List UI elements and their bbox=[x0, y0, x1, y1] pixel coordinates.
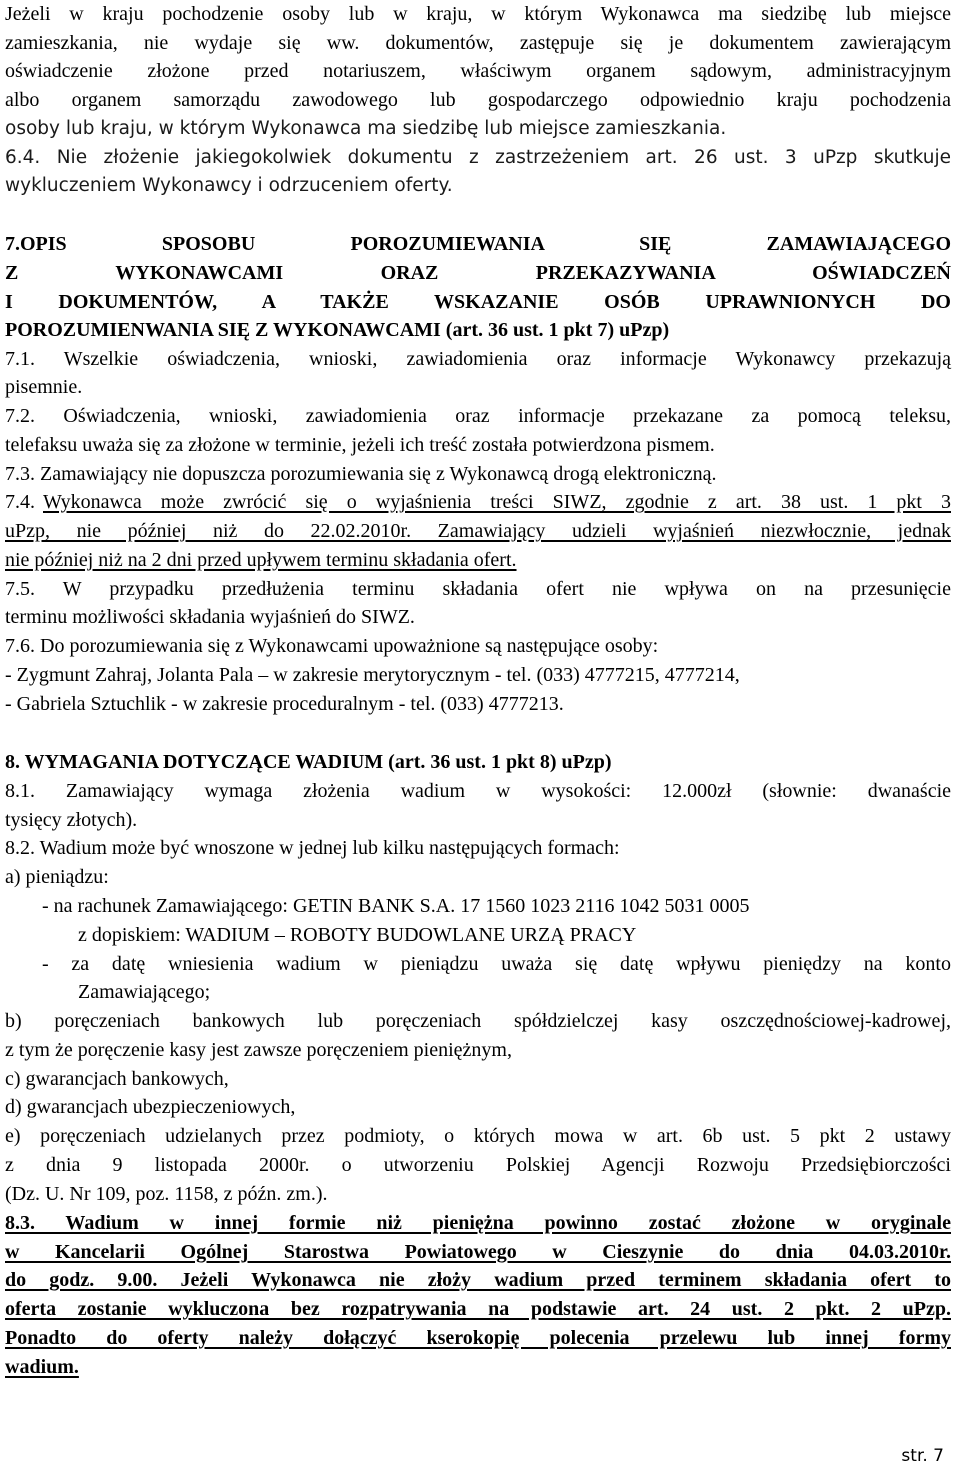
contact-person-1: - Zygmunt Zahraj, Jolanta Pala – w zakresie merytorycznym - tel. (033) 4777215, 4777214, bbox=[5, 664, 740, 686]
point-7-2: 7.2. Oświadczenia, wnioski, zawiadomienia oraz informacje przekazane za pomocą teleksu, bbox=[5, 405, 951, 427]
section-8-heading: 8. WYMAGANIA DOTYCZĄCE WADIUM (art. 36 ust. 1 pkt 8) uPzp) bbox=[5, 751, 612, 773]
intro-line-2: zamieszkania, nie wydaje się ww. dokumentów, zastępuje się je dokumentem zawierającym bbox=[5, 32, 951, 54]
point-7-3: 7.3. Zamawiający nie dopuszcza porozumiewania się z Wykonawcą drogą elektroniczną. bbox=[5, 463, 717, 485]
point-7-5-cont: terminu możliwości składania wyjaśnień do SIWZ. bbox=[5, 606, 415, 628]
point-7-5: 7.5. W przypadku przedłużenia terminu składania ofert nie wpływa on na przesunięcie bbox=[5, 578, 951, 600]
form-c: c) gwarancjach bankowych, bbox=[5, 1068, 229, 1090]
section-7-heading-3: I DOKUMENTÓW, A TAKŻE WSKAZANIE OSÓB UPRAWNIONYCH DO bbox=[5, 291, 951, 313]
intro-line-5: osoby lub kraju, w którym Wykonawca ma siedzibę lub miejsce zamieszkania. bbox=[5, 118, 727, 139]
point-7-1-cont: pisemnie. bbox=[5, 376, 83, 398]
form-a-account: - na rachunek Zamawiającego: GETIN BANK S.A. 17 1560 1023 2116 1042 5031 0005 bbox=[42, 895, 750, 917]
point-8-1-cont: tysięcy złotych). bbox=[5, 809, 138, 831]
point-7-4-cont-1: uPzp, nie później niż do 22.02.2010r. Zamawiający udzieli wyjaśnień niezwłocznie, jednak bbox=[5, 520, 951, 542]
point-8-3: 8.3. Wadium w innej formie niż pieniężna powinno zostać złożone w oryginale bbox=[5, 1212, 951, 1234]
point-6-4-cont: wykluczeniem Wykonawcy i odrzuceniem oferty. bbox=[5, 175, 453, 196]
section-7-heading-4: POROZUMIENWANIA SIĘ Z WYKONAWCAMI (art. 36 ust. 1 pkt 7) uPzp) bbox=[5, 319, 670, 341]
point-8-2: 8.2. Wadium może być wnoszone w jednej lub kilku następujących formach: bbox=[5, 837, 620, 859]
form-b-cont: z tym że poręczenie kasy jest zawsze poręczeniem pieniężnym, bbox=[5, 1039, 512, 1061]
point-8-3-cont-5: wadium. bbox=[5, 1356, 79, 1378]
page-number: str. 7 bbox=[901, 1446, 944, 1466]
point-7-2-cont: telefaksu uważa się za złożone w terminie, jeżeli ich treść została potwierdzona pismem. bbox=[5, 434, 715, 456]
point-7-4 bbox=[5, 488, 951, 516]
point-8-3-cont-3: oferta zostanie wykluczona bez rozpatrywania na podstawie art. 24 ust. 2 pkt. 2 uPzp. bbox=[5, 1298, 951, 1320]
point-8-3-cont-4: Ponadto do oferty należy dołączyć kserokopię polecenia przelewu lub innej formy bbox=[5, 1327, 951, 1349]
point-8-1: 8.1. Zamawiający wymaga złożenia wadium w wysokości: 12.000zł (słownie: dwanaście bbox=[5, 780, 951, 802]
form-e-cont-1: z dnia 9 listopada 2000r. o utworzeniu Polskiej Agencji Rozwoju Przedsiębiorczości bbox=[5, 1154, 951, 1176]
point-7-6: 7.6. Do porozumiewania się z Wykonawcami upoważnione są następujące osoby: bbox=[5, 635, 659, 657]
point-7-4-cont-2: nie później niż na 2 dni przed upływem terminu składania ofert. bbox=[5, 549, 517, 571]
section-7-heading-1: 7.OPIS SPOSOBU POROZUMIEWANIA SIĘ ZAMAWIAJĄCEGO bbox=[5, 233, 951, 255]
point-8-3-cont-1: w Kancelarii Ogólnej Starostwa Powiatowego w Cieszynie do dnia 04.03.2010r. bbox=[5, 1241, 951, 1263]
point-7-4-text: Wykonawca może zwrócić się o wyjaśnienia treści SIWZ, zgodnie z art. 38 ust. 1 pkt 3 bbox=[43, 491, 951, 513]
form-e-cont-2: (Dz. U. Nr 109, poz. 1158, z późn. zm.). bbox=[5, 1183, 328, 1205]
form-b: b) poręczeniach bankowych lub poręczeniach spółdzielczej kasy oszczędnościowej-kadrowej, bbox=[5, 1010, 951, 1032]
point-6-4: 6.4. Nie złożenie jakiegokolwiek dokumentu z zastrzeżeniem art. 26 ust. 3 uPzp skutkuje bbox=[5, 147, 951, 168]
form-d: d) gwarancjach ubezpieczeniowych, bbox=[5, 1096, 296, 1118]
form-e: e) poręczeniach udzielanych przez podmioty, o których mowa w art. 6b ust. 5 pkt 2 ustawy bbox=[5, 1125, 951, 1147]
intro-line-3: oświadczenie złożone przed notariuszem, właściwym organem sądowym, administracyjnym bbox=[5, 60, 951, 82]
form-a-date-rule-cont: Zamawiającego; bbox=[78, 981, 211, 1003]
form-a-account-note: z dopiskiem: WADIUM – ROBOTY BUDOWLANE URZĄ PRACY bbox=[78, 924, 637, 946]
contact-person-2: - Gabriela Sztuchlik - w zakresie proceduralnym - tel. (033) 4777213. bbox=[5, 693, 564, 715]
point-7-4-number: 7.4. bbox=[5, 491, 35, 513]
intro-line-4: albo organem samorządu zawodowego lub gospodarczego odpowiednio kraju pochodzenia bbox=[5, 89, 951, 111]
form-a-date-rule: - za datę wniesienia wadium w pieniądzu uważa się datę wpływu pieniędzy na konto bbox=[42, 953, 951, 975]
point-8-3-cont-2: do godz. 9.00. Jeżeli Wykonawca nie złoży wadium przed terminem składania ofert to bbox=[5, 1269, 951, 1291]
point-7-1: 7.1. Wszelkie oświadczenia, wnioski, zawiadomienia oraz informacje Wykonawcy przekazują bbox=[5, 348, 951, 370]
intro-line-1: Jeżeli w kraju pochodzenie osoby lub w kraju, w którym Wykonawca ma siedzibę lub miejsce bbox=[5, 3, 951, 25]
form-a: a) pieniądzu: bbox=[5, 866, 109, 888]
section-7-heading-2: Z WYKONAWCAMI ORAZ PRZEKAZYWANIA OŚWIADCZEŃ bbox=[5, 262, 951, 284]
